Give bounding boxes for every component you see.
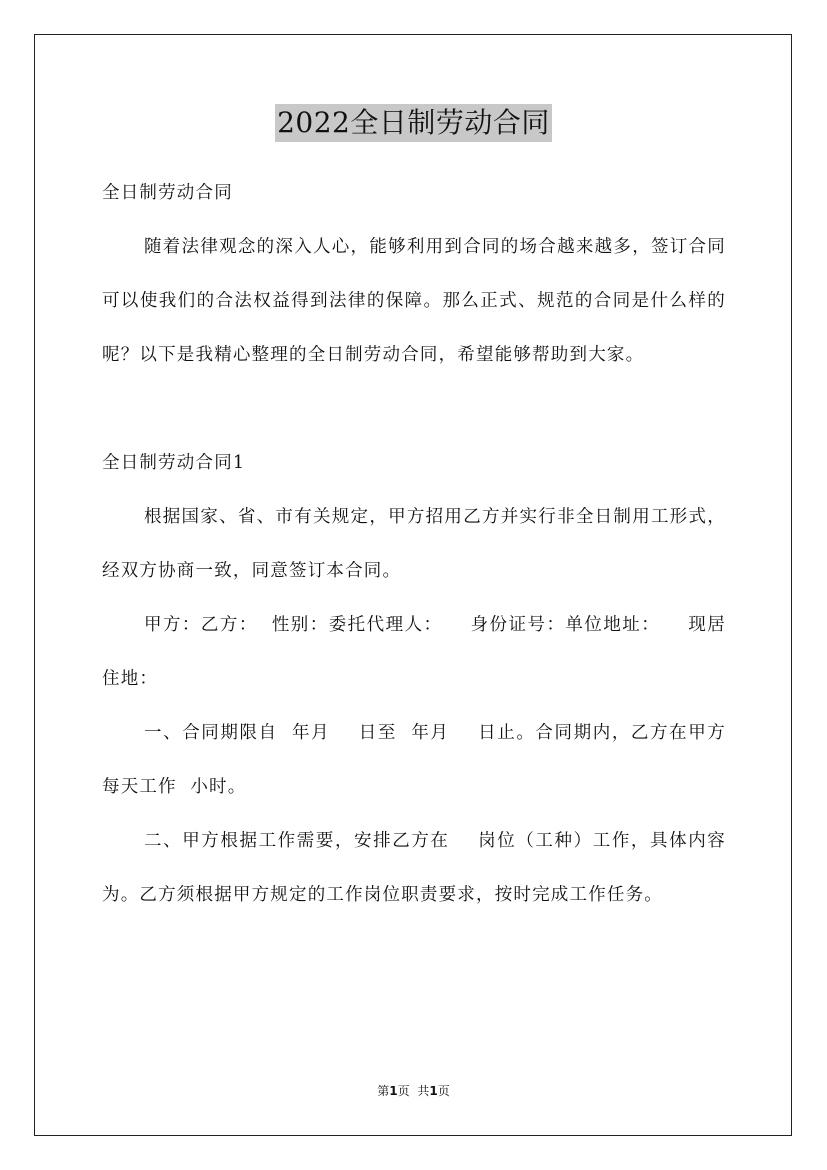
section1-heading: 全日制劳动合同1 (102, 453, 246, 473)
document-body (102, 166, 726, 922)
paragraph-term: 一、合同期限自 年月 日至 年月 日止。合同期内，乙方在甲方每天工作 小时。 (102, 723, 726, 797)
total-number: 1 (429, 1084, 438, 1098)
total-suffix: 页 (437, 1084, 450, 1098)
page-suffix: 页 (397, 1084, 410, 1098)
title-container (0, 104, 827, 142)
page-footer (0, 1082, 827, 1099)
paragraph-position: 二、甲方根据工作需要，安排乙方在 岗位（工种）工作，具体内容为。乙方须根据甲方规定的工作岗位职责要求，按时完成工作任务。 (102, 831, 726, 905)
intro-paragraph: 随着法律观念的深入人心，能够利用到合同的场合越来越多，签订合同可以使我们的合法权益得到法律的保障。那么正式、规范的合同是什么样的呢？以下是我精心整理的全日制劳动合同，希望能够帮助到大家。 (102, 237, 726, 365)
intro-heading: 全日制劳动合同 (102, 183, 233, 203)
page-prefix: 第 (377, 1084, 390, 1098)
page-number: 1 (389, 1084, 398, 1098)
blank-line (102, 382, 726, 436)
document-title: 2022全日制劳动合同 (275, 104, 552, 142)
total-prefix: 共 (417, 1084, 430, 1098)
paragraph-parties: 甲方：乙方： 性别：委托代理人： 身份证号：单位地址： 现居住地： (102, 615, 726, 689)
paragraph-basis: 根据国家、省、市有关规定，甲方招用乙方并实行非全日制用工形式，经双方协商一致，同意签订本合同。 (102, 507, 726, 581)
